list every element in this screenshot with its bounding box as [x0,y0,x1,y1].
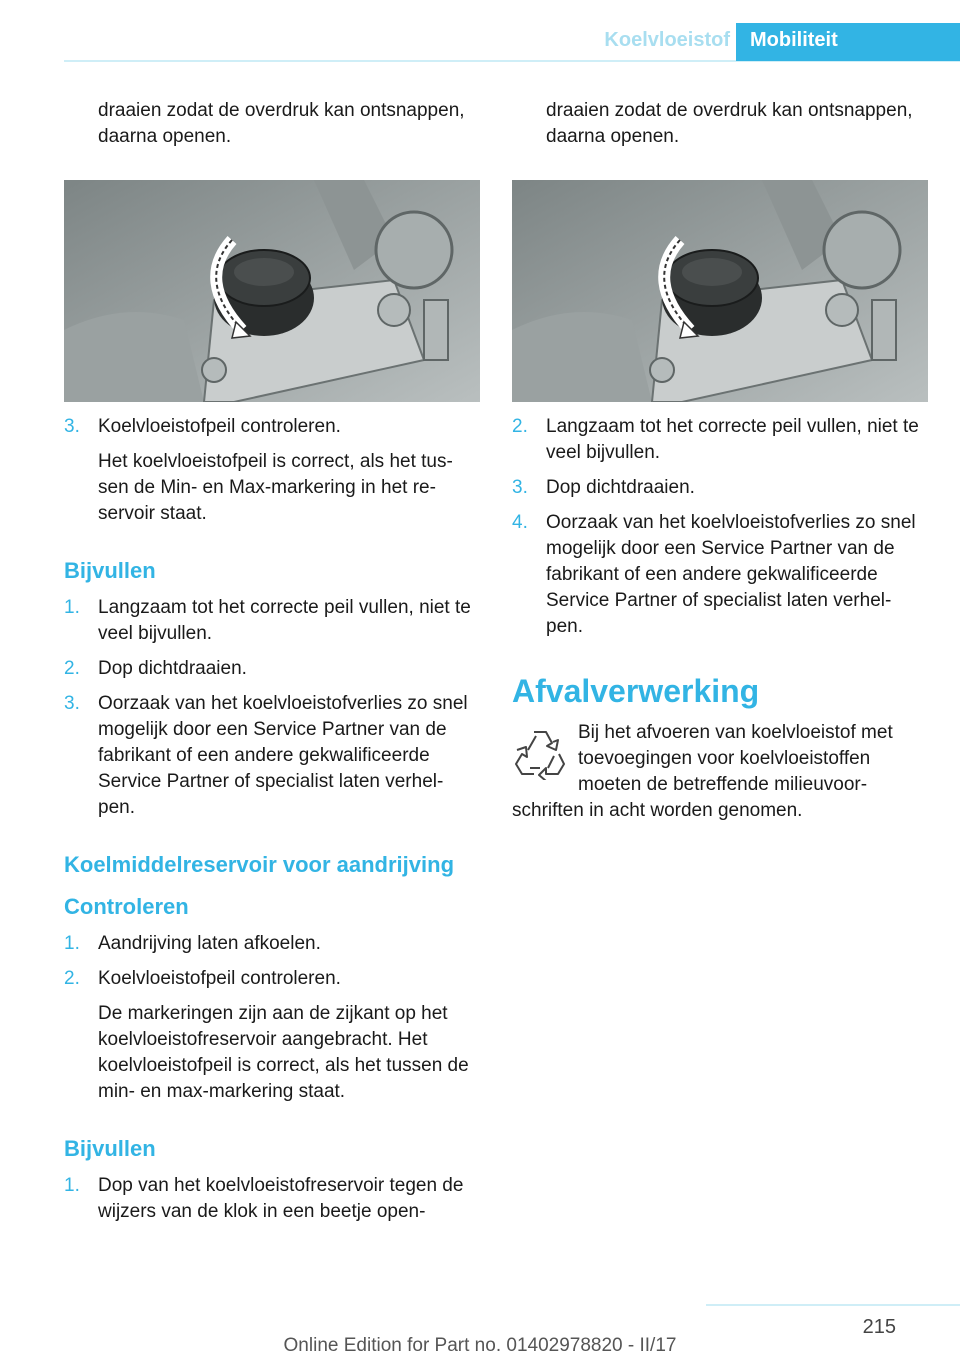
controleren-heading: Controleren [64,894,189,919]
footer-rule [706,1304,960,1306]
step-number: 1. [64,933,80,954]
list-item [512,414,930,466]
step-number: 2. [64,658,80,679]
step-number: 3. [64,693,80,714]
step-text: Langzaam tot het correcte peil vullen, niet te veel bijvullen. [98,597,471,644]
bijvullen-heading: Bijvullen [64,558,156,583]
footer-edition: Online Edition for Part no. 01402978820 - II/17 [283,1335,677,1356]
step-number: 1. [64,1175,80,1196]
step-text: Dop dichtdraaien. [546,477,695,498]
step-text: Dop dichtdraaien. [98,658,247,679]
list-item [512,510,930,640]
step-subtext: De markeringen zijn aan de zijkant op het koelvloeistofreservoir aangebracht. Het koelvloeistofpeil is correct, als het tussen de min- en max-markering staat. [98,1003,469,1102]
header-chapter-tab: Mobiliteit [736,23,960,61]
page-number: 215 [862,1316,896,1338]
list-item [64,414,484,527]
step-number: 3. [512,477,528,498]
list-item [64,931,484,957]
intro-text: draaien zodat de overdruk kan ontsnappen, daarna openen. [546,100,913,147]
list-item [64,656,484,682]
list-item [64,966,484,1105]
list-item [64,691,484,821]
refill-steps [512,414,930,640]
reservoir-heading: Koelmiddelreservoir voor aandrijving [64,852,455,877]
left-column [64,98,484,1234]
step-text: Dop van het koelvloeistofreservoir tegen de wijzers van de klok in een beetje open‐ [98,1175,464,1222]
step-text: Koelvloeistofpeil controleren. [98,416,341,437]
step-text: Oorzaak van het koelvloeistofverlies zo snel mogelijk door een Service Partner van de fabrikant of een andere gekwalificeerde Service Partner of specialist laten verhel‐ pen. [98,693,468,818]
bijvullen2-steps [64,1173,484,1225]
coolant-cap-illustration [64,180,480,402]
list-item [64,1173,484,1225]
bijvullen-steps [64,595,484,821]
intro-text: draaien zodat de overdruk kan ontsnappen, daarna openen. [98,100,465,147]
list-item [64,595,484,647]
step-number: 2. [512,416,528,437]
controleren-steps [64,931,484,1105]
step-text: Aandrijving laten afkoelen. [98,933,321,954]
step-subtext: Het koelvloeistofpeil is correct, als het tus‐ sen de Min- en Max-markering in het re‐ servoir staat. [98,451,453,524]
disposal-note [512,720,930,824]
disposal-text-continued: schriften in acht worden genomen. [512,800,803,821]
step-text: Oorzaak van het koelvloeistofverlies zo snel mogelijk door een Service Partner van de fabrikant of een andere gekwalificeerde Service Partner of specialist laten verhel‐ pen. [546,512,916,637]
right-column [512,98,930,824]
check-steps [64,414,484,527]
step-number: 2. [64,968,80,989]
step-number: 3. [64,416,80,437]
step-text: Langzaam tot het correcte peil vullen, niet te veel bijvullen. [546,416,919,463]
bijvullen2-heading: Bijvullen [64,1136,156,1161]
list-item [512,475,930,501]
recycle-icon [512,724,568,780]
coolant-cap-illustration [512,180,928,402]
disposal-text: Bij het afvoeren van koelvloeistof met toevoegingen voor koelvloeistoffen moeten de betreffende milieuvoor‐ [578,722,893,795]
step-number: 1. [64,597,80,618]
afval-heading: Afvalverwerking [512,673,760,709]
step-number: 4. [512,512,528,533]
step-text: Koelvloeistofpeil controleren. [98,968,341,989]
header-section-title: Koelvloeistof [604,29,730,51]
